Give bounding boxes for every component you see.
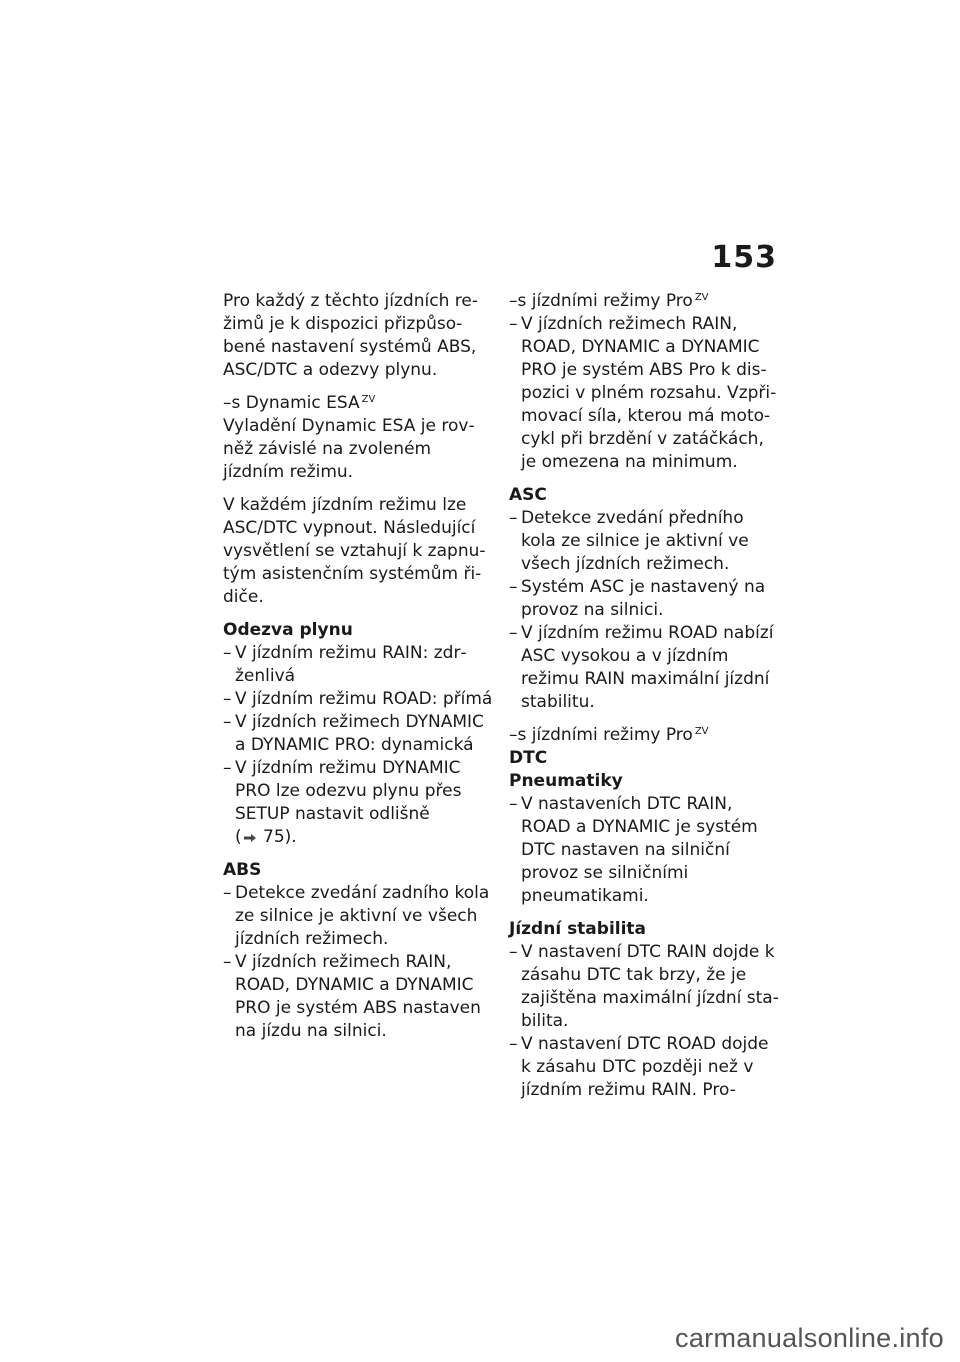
- throttle-list: [223, 642, 495, 849]
- abs-pro-list: [509, 313, 779, 474]
- list-item: – V jízdních režimech RAIN, ROAD, DYNAMIC a DYNAMIC PRO je systém ABS nastaven na jízdu na silnici.: [223, 952, 481, 1041]
- heading-riding-stability: Jízdní stabilita: [509, 919, 647, 939]
- list-item: – V nastaveních DTC RAIN, ROAD a DYNAMIC je systém DTC nastaven na silniční provoz se silničními pneumatikami.: [509, 794, 758, 906]
- heading-throttle-response: Odezva plynu: [223, 620, 353, 640]
- arrow-right-icon: [244, 834, 256, 842]
- optional-equipment-mark: ZV: [694, 292, 709, 303]
- list-item: – V jízdních režimech RAIN, ROAD, DYNAMIC a DYNAMIC PRO je systém ABS Pro k dispozici v plném rozsahu. Vzpřimovací síla, kterou má motocykl při brzdění v zatáčkách, je omezena na minimum.: [509, 314, 777, 472]
- condition-pro-modes: –s jízdními režimy Pro $^{ZV}$: [509, 725, 709, 745]
- stability-list: [509, 941, 779, 1102]
- heading-abs: ABS: [223, 860, 262, 880]
- optional-equipment-mark: ZV: [694, 726, 709, 737]
- left-column: [223, 290, 495, 1043]
- list-item: – Systém ASC je nastavený na provoz na silnici.: [509, 577, 766, 620]
- condition-pro-modes: –s jízdními režimy Pro $^{ZV}$: [509, 291, 709, 311]
- heading-tires: Pneumatiky: [509, 771, 623, 791]
- esa-paragraph: Vyladění Dynamic ESA je rovněž závislé na zvoleném jízdním režimu.: [223, 416, 475, 482]
- list-item: – V nastavení DTC RAIN dojde k zásahu DTC tak brzy, že je zajištěna maximální jízdní stabilita.: [509, 942, 779, 1031]
- list-item: – Detekce zvedání předního kola ze silnice je aktivní ve všech jízdních režimech.: [509, 508, 749, 574]
- list-item: – V jízdním režimu ROAD nabízí ASC vysokou a v jízdním režimu RAIN maximální jízdní stabilitu.: [509, 623, 774, 712]
- optional-equipment-mark: ZV: [361, 394, 376, 405]
- list-item: – V jízdním režimu DYNAMIC PRO lze odezvu plynu přes SETUP nastavit odlišně ( 75).: [223, 758, 462, 847]
- asc-list: [509, 507, 779, 714]
- asc-dtc-paragraph: V každém jízdním režimu lze ASC/DTC vypnout. Následující vysvětlení se vztahují k zapnutým asistenčním systémům řidiče.: [223, 495, 486, 607]
- heading-asc: ASC: [509, 485, 547, 505]
- tires-list: [509, 793, 779, 908]
- list-item: – V jízdním režimu RAIN: zdrženlivá: [223, 643, 467, 686]
- condition-dynamic-esa: –s Dynamic ESA $^{ZV}$: [223, 393, 376, 413]
- list-item: – V jízdním režimu ROAD: přímá: [223, 689, 493, 709]
- intro-paragraph: Pro každý z těchto jízdních režimů je k dispozici přizpůsobené nastavení systémů ABS, ASC/DTC a odezvy plynu.: [223, 291, 478, 380]
- condition-text: s Dynamic ESA: [231, 393, 360, 413]
- page-reference[interactable]: ( 75).: [235, 827, 297, 847]
- list-item: – V jízdních režimech DYNAMIC a DYNAMIC PRO: dynamická: [223, 712, 484, 755]
- right-column: [509, 290, 779, 1102]
- list-item: – Detekce zvedání zadního kola ze silnice je aktivní ve všech jízdních režimech.: [223, 883, 490, 949]
- page-number: 153: [711, 240, 777, 275]
- watermark: carmanualsonline.info: [675, 1323, 944, 1353]
- abs-list: [223, 882, 495, 1043]
- list-item: – V nastavení DTC ROAD dojde k zásahu DTC později než v jízdním režimu RAIN. Pro-: [509, 1034, 769, 1100]
- heading-dtc: DTC: [509, 748, 548, 768]
